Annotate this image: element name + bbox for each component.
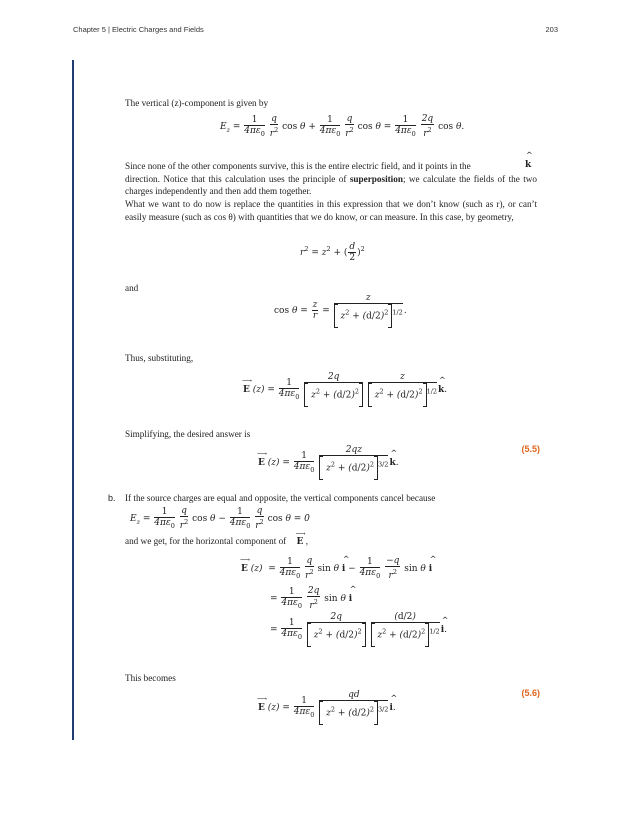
- superposition-rest: ; we calculate the fields of the two charges independently and then add them together.: [125, 174, 538, 196]
- paragraph-only-component: Since none of the other components survive, this is the entire electric field, and it points in the: [125, 161, 471, 171]
- equation-5-6: ⟶ E (z) = $\frac{1}{4\pi\varepsilon_0}$ $\frac{qd}{z^2 + (d/2)^2 ^{3/2}}$ ^ i.: [258, 690, 396, 725]
- equation-horizontal-2: = $\frac{1}{4\pi\varepsilon_0}$ $\frac{2q}{r^2}$ sin θ ^ i: [270, 586, 352, 611]
- horizontal-component-text: and we get, for the horizontal component of ⟶ E ,: [125, 535, 308, 548]
- equation-number-5-6: (5.6): [521, 688, 540, 698]
- equation-cos-theta: cos θ = $\frac{z}{r}$ = $\frac{z}{z^2 + (d/2)^2 ^{1/2}}$ .: [274, 293, 407, 328]
- horizontal-lead: and we get, for the horizontal component of: [125, 536, 287, 546]
- margin-rule: [72, 60, 74, 740]
- equation-ez-cancel: $E_z$ = $\frac{1}{4\pi\varepsilon_0}$ $\frac{q}{r^2}$ cos θ − $\frac{1}{4\pi\varepsilon_0}$ $\frac{q}{r^2}$ cos θ = 0: [130, 506, 310, 531]
- e-vector-symbol: ⟶ E: [297, 537, 304, 547]
- paragraph-superposition: [125, 173, 537, 197]
- equation-r-squared: $r^2 = z^2$ + ( $\frac{d}{2}$ )$^2$: [300, 242, 365, 263]
- this-becomes-text: This becomes: [125, 673, 176, 683]
- paragraph-replace-quantities: What we want to do now is replace the quantities in this expression that we don’t know (such as r), or can’t easily measure (such as cos θ) with quantities that we do know, or can measure. In this case, by geometry,: [125, 199, 537, 222]
- paragraph-equal-opposite: If the source charges are equal and opposite, the vertical components cancel because: [125, 493, 436, 503]
- thus-text: Thus, substituting,: [125, 353, 194, 363]
- chapter-header: Chapter 5 | Electric Charges and Fields: [73, 25, 204, 34]
- equation-horizontal-3: = $\frac{1}{4\pi\varepsilon_0}$ $\frac{2q}{z^2 + (d/2)^2}$ $\frac{(d/2)}{z^2 + (d/2)^2 ^{1/2}}$ ^ i.: [270, 612, 447, 647]
- item-b-label: b.: [108, 493, 116, 503]
- and-text: and: [125, 283, 139, 293]
- equation-5-5: ⟶ E (z) = $\frac{1}{4\pi\varepsilon_0}$ $\frac{2qz}{z^2 + (d/2)^2 ^{3/2}}$ ^ k.: [258, 445, 399, 480]
- k-hat-symbol: ^ k: [525, 160, 531, 170]
- equation-number-5-5: (5.5): [521, 444, 540, 454]
- paragraph-vertical-component: The vertical (z)-component is given by: [125, 98, 269, 108]
- equation-ez: $E_z$ = $\frac{1}{4\pi\varepsilon_0}$ $\frac{q}{r^2}$ cos θ + $\frac{1}{4\pi\varepsilon_0}$ $\frac{q}{r^2}$ cos θ = $\frac{1}{4\pi\varepsilon_0}$ $\frac{2q}{r^2}$ cos θ.: [220, 114, 465, 139]
- page-number: 203: [545, 25, 558, 34]
- equation-substituted: ⟶ E (z) = $\frac{1}{4\pi\varepsilon_0}$ $\frac{2q}{z^2 + (d/2)^2}$ $\frac{z}{z^2 + (d/2)^2 ^{1/2}}$ ^ k.: [243, 372, 447, 407]
- superposition-term: superposition: [349, 174, 403, 184]
- simplifying-text: Simplifying, the desired answer is: [125, 429, 251, 439]
- equation-horizontal-1: ⟶ E (z) = $\frac{1}{4\pi\varepsilon_0}$ $\frac{q}{r^2}$ sin θ ^ i − $\frac{1}{4\pi\varepsilon_0}$ $\frac{-q}{r^2}$ sin θ ^ i: [241, 556, 432, 581]
- superposition-lead: direction. Notice that this calculation uses the principle of: [125, 174, 347, 184]
